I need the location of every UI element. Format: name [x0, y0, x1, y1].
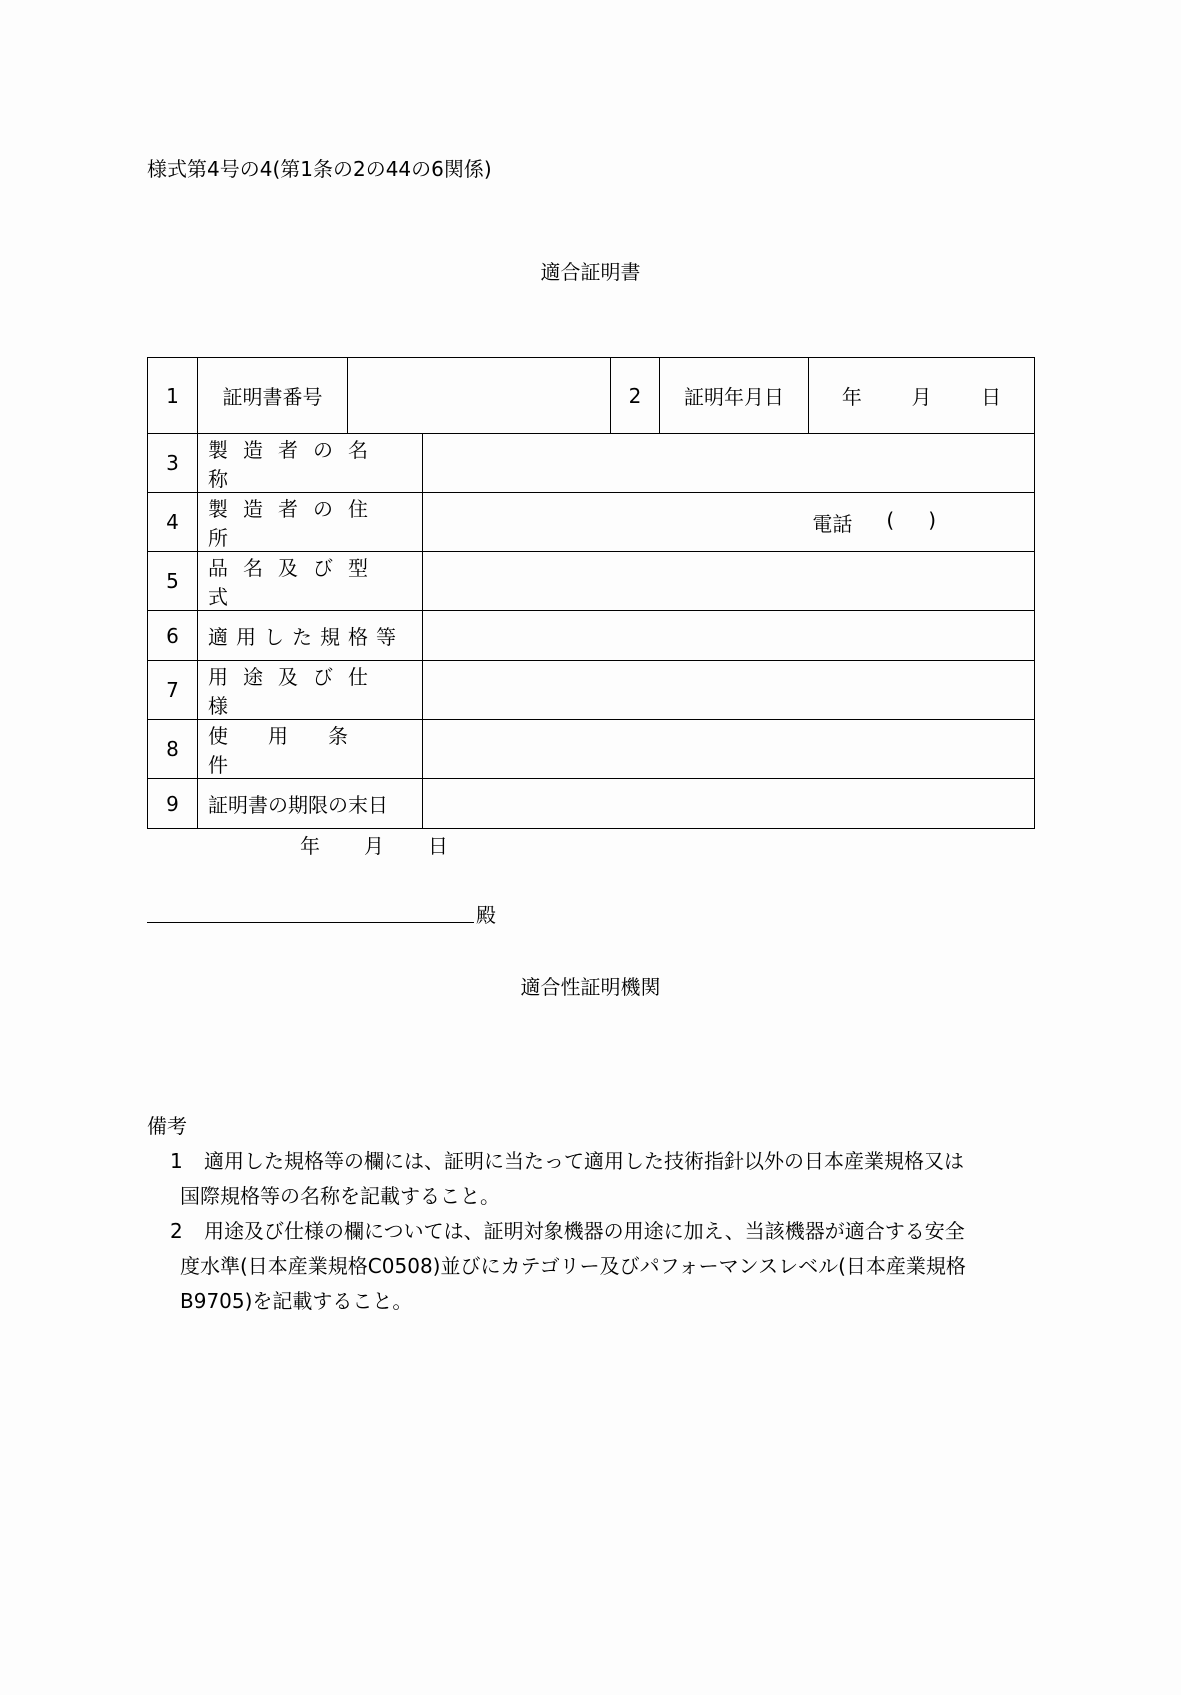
expiry-date-field[interactable]	[423, 779, 1035, 829]
expiry-date-label: 証明書の期限の末日	[198, 779, 423, 829]
month-label: 月	[364, 834, 384, 858]
manufacturer-address-field[interactable]	[423, 493, 1035, 552]
note-text-continued: 国際規格等の名称を記載すること。	[180, 1184, 500, 1208]
usage-conditions-label: 使用条件	[198, 720, 423, 779]
document-title: 適合証明書	[540, 260, 641, 284]
day-label: 日	[428, 834, 448, 858]
certifying-body-label: 適合性証明機関	[520, 975, 661, 999]
row-number: 5	[148, 552, 198, 611]
usage-conditions-field[interactable]	[423, 720, 1035, 779]
table-row	[148, 434, 1035, 493]
product-name-model-field[interactable]	[423, 552, 1035, 611]
applied-standards-field[interactable]	[423, 611, 1035, 661]
note-number: 1	[170, 1149, 183, 1173]
year-label: 年	[841, 385, 862, 409]
phone-close-paren: )	[928, 507, 936, 532]
table-row	[148, 661, 1035, 720]
usage-spec-field[interactable]	[423, 661, 1035, 720]
month-label: 月	[911, 385, 932, 409]
row-number: 4	[148, 493, 198, 552]
addressee-blank-line[interactable]	[147, 922, 474, 923]
row-number: 3	[148, 434, 198, 493]
note-text-line1: 用途及び仕様の欄については、証明対象機器の用途に加え、当該機器が適合する安全	[204, 1219, 965, 1243]
addressee-honorific: 殿	[476, 903, 496, 927]
manufacturer-name-label: 製造者の名称	[198, 434, 423, 493]
table-row	[148, 493, 1035, 552]
applied-standards-label: 適用した規格等	[198, 611, 423, 661]
product-name-model-label: 品名及び型式	[198, 552, 423, 611]
phone-label: 電話	[812, 511, 853, 536]
certificate-date-field[interactable]	[809, 358, 1035, 434]
note-text-continued: 度水準(日本産業規格C0508)並びにカテゴリー及びパフォーマンスレベル(日本産業規格B9705)を記載すること。	[180, 1254, 966, 1313]
notes-title: 備考	[147, 1114, 187, 1138]
table-row	[148, 720, 1035, 779]
certificate-table	[147, 357, 1035, 829]
issue-date	[300, 830, 448, 859]
row-number: 8	[148, 720, 198, 779]
note-item	[170, 1214, 1035, 1319]
manufacturer-address-label: 製造者の住所	[198, 493, 423, 552]
year-label: 年	[300, 834, 320, 858]
table-row-1	[148, 358, 1035, 434]
row-number: 6	[148, 611, 198, 661]
day-label: 日	[981, 385, 1002, 409]
note-number: 2	[170, 1219, 183, 1243]
certificate-number-label: 証明書番号	[198, 358, 348, 434]
note-text-line1: 適用した規格等の欄には、証明に当たって適用した技術指針以外の日本産業規格又は	[204, 1149, 964, 1173]
row-number: 7	[148, 661, 198, 720]
table-row	[148, 779, 1035, 829]
note-item	[170, 1144, 1035, 1214]
form-number-label: 様式第4号の4(第1条の2の44の6関係)	[147, 157, 492, 181]
manufacturer-name-field[interactable]	[423, 434, 1035, 493]
row-number: 1	[148, 358, 198, 434]
table-row	[148, 552, 1035, 611]
row-number: 9	[148, 779, 198, 829]
phone-open-paren: (	[886, 507, 895, 532]
table-row	[148, 611, 1035, 661]
usage-spec-label: 用途及び仕様	[198, 661, 423, 720]
row-number: 2	[611, 358, 660, 434]
certificate-number-field[interactable]	[348, 358, 611, 434]
certificate-date-label: 証明年月日	[660, 358, 809, 434]
